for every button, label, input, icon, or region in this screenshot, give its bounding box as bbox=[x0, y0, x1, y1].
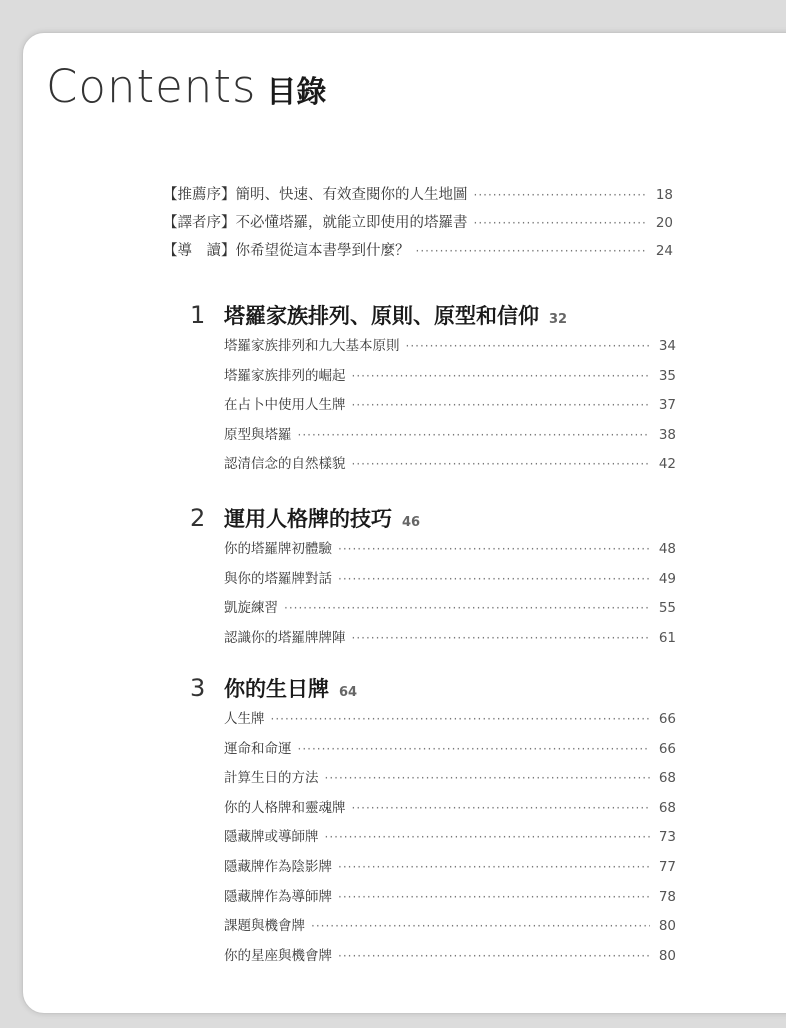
dot-leader bbox=[352, 398, 651, 412]
entry-title: 你的星座與機會牌 bbox=[224, 947, 332, 964]
chapter-page: 32 bbox=[549, 312, 568, 327]
dot-leader bbox=[338, 860, 650, 874]
preface-entry[interactable] bbox=[163, 211, 673, 239]
dot-leader bbox=[352, 369, 651, 383]
preface-title: 不必懂塔羅，就能立即使用的塔羅書 bbox=[235, 215, 468, 231]
dot-leader bbox=[406, 339, 651, 353]
entry-title: 認清信念的自然樣貌 bbox=[224, 456, 346, 473]
dot-leader bbox=[298, 428, 651, 442]
toc-entry[interactable] bbox=[224, 766, 676, 796]
chapter-3 bbox=[190, 673, 676, 973]
page-number: 66 bbox=[658, 711, 676, 727]
preface-title: 簡明、快速、有效查閱你的人生地圖 bbox=[235, 187, 468, 203]
toc-entry[interactable] bbox=[224, 334, 676, 364]
chapter-number: 1 bbox=[190, 301, 206, 329]
dot-leader bbox=[338, 542, 650, 556]
chapter-title: 運用人格牌的技巧 bbox=[224, 507, 392, 531]
toc-entry[interactable] bbox=[224, 944, 676, 974]
toc-entry[interactable] bbox=[224, 452, 676, 482]
entry-title: 你的人格牌和靈魂牌 bbox=[224, 799, 346, 816]
chapter-heading[interactable] bbox=[190, 300, 676, 334]
toc-entry[interactable] bbox=[224, 796, 676, 826]
page-number: 78 bbox=[658, 888, 676, 905]
title-english: Contents bbox=[46, 60, 257, 113]
entry-title: 隱藏牌作為陰影牌 bbox=[224, 858, 332, 875]
page-number: 34 bbox=[658, 338, 676, 354]
toc-entry[interactable] bbox=[224, 567, 676, 597]
chapter-heading[interactable] bbox=[190, 503, 676, 537]
dot-leader bbox=[298, 742, 651, 756]
entry-title: 人生牌 bbox=[224, 711, 265, 727]
page-number: 77 bbox=[658, 858, 676, 875]
page-number: 73 bbox=[658, 829, 676, 846]
entry-title: 與你的塔羅牌對話 bbox=[224, 570, 332, 587]
page-number: 68 bbox=[658, 770, 676, 787]
chapter-number: 3 bbox=[190, 674, 206, 702]
toc-entry[interactable] bbox=[224, 885, 676, 915]
page-number: 80 bbox=[658, 947, 676, 964]
dot-leader bbox=[338, 890, 650, 904]
preface-title: 你希望從這本書學到什麼？ bbox=[235, 243, 410, 259]
chapter-title: 你的生日牌 bbox=[224, 677, 329, 701]
entry-title: 課題與機會牌 bbox=[224, 918, 305, 935]
title-chinese: 目錄 bbox=[266, 75, 327, 110]
dot-leader bbox=[325, 771, 651, 785]
page-number: 66 bbox=[658, 740, 676, 757]
entry-title: 隱藏牌作為導師牌 bbox=[224, 888, 332, 905]
chapter-items bbox=[224, 707, 676, 973]
toc-entry[interactable] bbox=[224, 364, 676, 394]
entry-title: 運命和命運 bbox=[224, 740, 292, 757]
toc-entry[interactable] bbox=[224, 737, 676, 767]
entry-title: 凱旋練習 bbox=[224, 600, 278, 617]
preface-tag: 【推薦序】 bbox=[163, 187, 236, 203]
page-number: 20 bbox=[655, 215, 673, 231]
dot-leader bbox=[352, 801, 651, 815]
dot-leader bbox=[352, 457, 651, 471]
toc-entry[interactable] bbox=[224, 423, 676, 453]
page-number: 37 bbox=[658, 397, 676, 414]
entry-title: 塔羅家族排列的崛起 bbox=[224, 367, 346, 384]
page-number: 18 bbox=[655, 187, 673, 203]
dot-leader bbox=[338, 949, 650, 963]
entry-title: 在占卜中使用人生牌 bbox=[224, 397, 346, 414]
chapter-title: 塔羅家族排列、原則、原型和信仰 bbox=[224, 304, 539, 328]
page-number: 38 bbox=[658, 426, 676, 443]
preface-entry[interactable] bbox=[163, 183, 673, 211]
toc-entry[interactable] bbox=[224, 626, 676, 656]
page-number: 35 bbox=[658, 367, 676, 384]
preface-list bbox=[163, 183, 673, 267]
chapter-heading[interactable] bbox=[190, 673, 676, 707]
page-number: 55 bbox=[658, 600, 676, 617]
preface-tag: 【譯者序】 bbox=[163, 215, 236, 231]
chapter-items bbox=[224, 537, 676, 655]
toc-entry[interactable] bbox=[224, 393, 676, 423]
dot-leader bbox=[284, 601, 650, 615]
chapter-page: 64 bbox=[339, 685, 358, 700]
page-number: 61 bbox=[658, 629, 676, 646]
preface-entry[interactable] bbox=[163, 239, 673, 267]
page-number: 80 bbox=[658, 918, 676, 935]
toc-entry[interactable] bbox=[224, 537, 676, 567]
page-title bbox=[46, 60, 326, 113]
toc-entry[interactable] bbox=[224, 596, 676, 626]
page-number: 24 bbox=[655, 243, 673, 259]
page-number: 49 bbox=[658, 570, 676, 587]
toc-entry[interactable] bbox=[224, 855, 676, 885]
chapter-1 bbox=[190, 300, 676, 482]
chapter-number: 2 bbox=[190, 504, 206, 532]
page-number: 42 bbox=[658, 456, 676, 473]
chapter-page: 46 bbox=[402, 515, 421, 530]
dot-leader bbox=[474, 216, 648, 230]
page-number: 48 bbox=[658, 541, 676, 557]
entry-title: 隱藏牌或導師牌 bbox=[224, 829, 319, 846]
toc-entry[interactable] bbox=[224, 825, 676, 855]
dot-leader bbox=[325, 830, 651, 844]
entry-title: 原型與塔羅 bbox=[224, 426, 292, 443]
preface-tag: 【導 讀】 bbox=[163, 243, 236, 259]
dot-leader bbox=[474, 188, 648, 202]
entry-title: 認識你的塔羅牌牌陣 bbox=[224, 629, 346, 646]
dot-leader bbox=[352, 631, 651, 645]
entry-title: 計算生日的方法 bbox=[224, 770, 319, 787]
page-number: 68 bbox=[658, 799, 676, 816]
dot-leader bbox=[311, 919, 650, 933]
dot-leader bbox=[271, 712, 651, 726]
chapter-items bbox=[224, 334, 676, 482]
toc-entry[interactable] bbox=[224, 707, 676, 737]
dot-leader bbox=[338, 572, 650, 586]
entry-title: 塔羅家族排列和九大基本原則 bbox=[224, 338, 400, 354]
dot-leader bbox=[416, 244, 648, 258]
chapter-2 bbox=[190, 503, 676, 655]
entry-title: 你的塔羅牌初體驗 bbox=[224, 541, 332, 557]
toc-entry[interactable] bbox=[224, 914, 676, 944]
